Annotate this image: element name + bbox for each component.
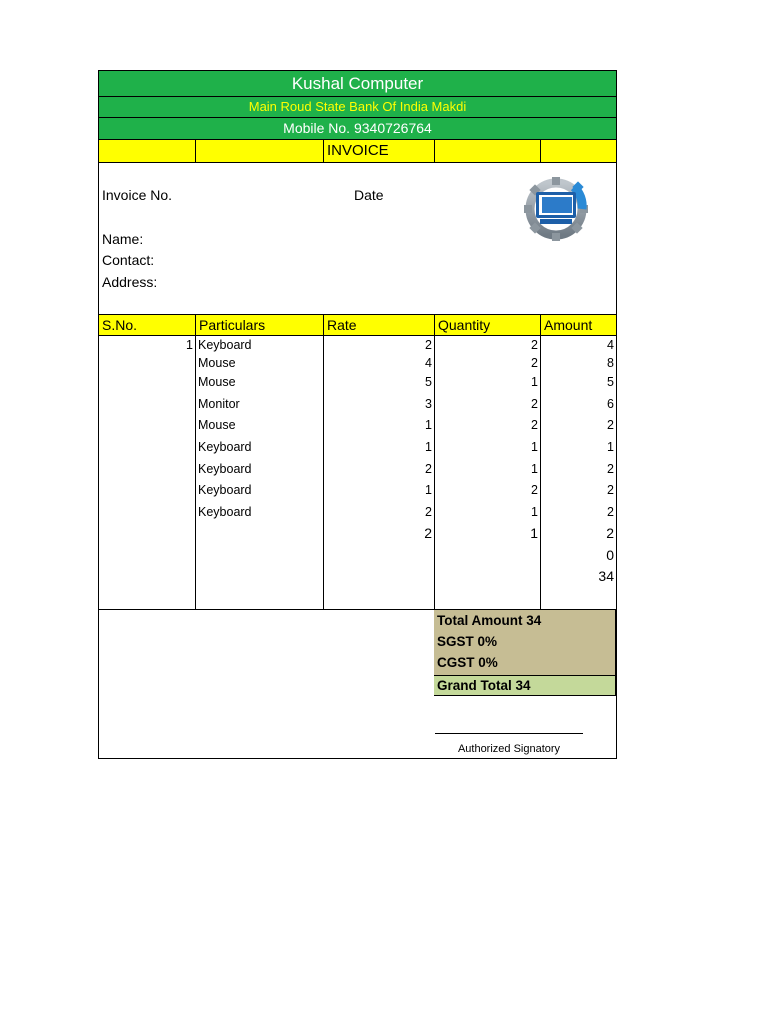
row-item: Mouse	[198, 375, 236, 389]
row-qty: 1	[531, 462, 538, 476]
shop-address: Main Roud State Bank Of India Makdi	[99, 97, 616, 118]
row-item: Keyboard	[198, 483, 252, 497]
invoice-title-row	[99, 140, 616, 163]
row-rate: 2	[425, 505, 432, 519]
row-amount: 6	[607, 397, 614, 411]
row-rate: 2	[424, 525, 432, 541]
row-item: Keyboard	[198, 440, 252, 454]
header-particulars: Particulars	[199, 317, 266, 333]
invoice-title: INVOICE	[327, 142, 389, 159]
date-label: Date	[354, 187, 384, 203]
row-item: Mouse	[198, 356, 236, 370]
row-amount: 2	[607, 505, 614, 519]
header-rate: Rate	[327, 317, 357, 333]
row-item: Mouse	[198, 418, 236, 432]
row-amount: 2	[607, 483, 614, 497]
row-amount: 2	[606, 525, 614, 541]
row-rate: 3	[425, 397, 432, 411]
shop-name: Kushal Computer	[99, 71, 616, 97]
row-qty: 1	[530, 525, 538, 541]
row-rate: 1	[425, 440, 432, 454]
row-rate: 2	[425, 338, 432, 352]
row-qty: 2	[531, 483, 538, 497]
row-qty: 2	[531, 397, 538, 411]
row-item: Keyboard	[198, 338, 252, 352]
row-qty: 2	[531, 356, 538, 370]
totals-box	[434, 610, 616, 675]
name-label: Name:	[102, 231, 144, 247]
row-rate: 1	[425, 418, 432, 432]
invoice-no-label: Invoice No.	[102, 187, 173, 203]
row-item: Monitor	[198, 397, 240, 411]
row-qty: 2	[531, 338, 538, 352]
row-amount: 4	[607, 338, 614, 352]
row-item: Keyboard	[198, 462, 252, 476]
table-header	[99, 314, 616, 336]
row-qty: 2	[531, 418, 538, 432]
row-rate: 1	[425, 483, 432, 497]
row-qty: 1	[531, 440, 538, 454]
row-item: Keyboard	[198, 505, 252, 519]
row-rate: 4	[425, 356, 432, 370]
authorized-signatory: Authorized Signatory	[457, 743, 561, 755]
header-amount: Amount	[544, 317, 593, 333]
computer-gear-icon	[516, 177, 598, 241]
cgst: CGST 0%	[437, 655, 498, 670]
grand-total: Grand Total 34	[434, 675, 616, 696]
row-amount: 2	[607, 462, 614, 476]
signature-line	[435, 733, 583, 734]
row-amount: 8	[607, 356, 614, 370]
row-rate: 5	[425, 375, 432, 389]
row-sno: 1	[186, 338, 193, 352]
shop-mobile: Mobile No. 9340726764	[99, 118, 616, 140]
address-label: Address:	[102, 274, 158, 290]
row-amount: 1	[607, 440, 614, 454]
header-quantity: Quantity	[438, 317, 491, 333]
sgst: SGST 0%	[437, 634, 498, 649]
row-amount: 2	[607, 418, 614, 432]
row-qty: 1	[531, 505, 538, 519]
contact-label: Contact:	[102, 252, 155, 268]
invoice-sheet	[98, 70, 617, 759]
row-amount: 34	[598, 568, 614, 584]
row-amount: 0	[606, 547, 614, 563]
row-rate: 2	[425, 462, 432, 476]
header-sno: S.No.	[102, 317, 138, 333]
total-amount: Total Amount 34	[437, 613, 542, 628]
row-qty: 1	[531, 375, 538, 389]
row-amount: 5	[607, 375, 614, 389]
